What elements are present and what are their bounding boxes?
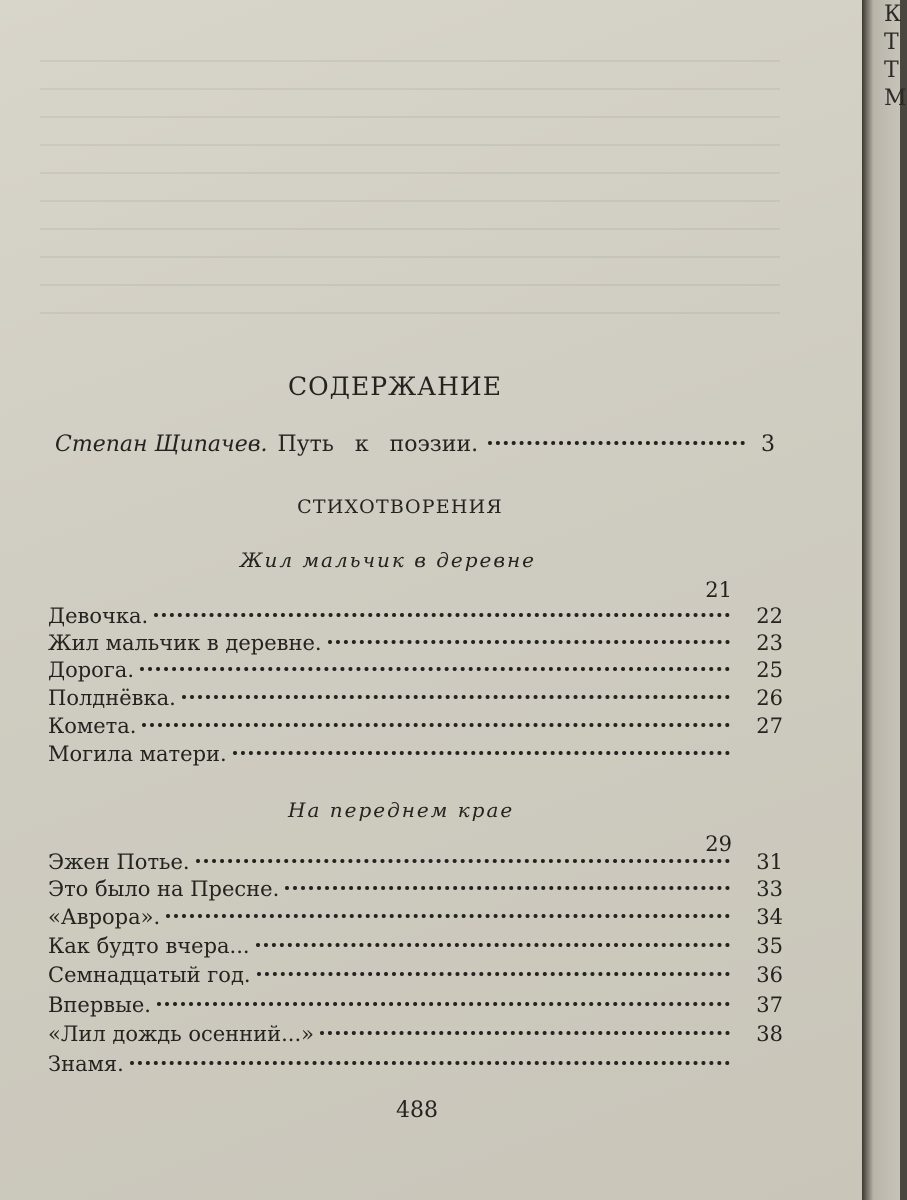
- show-through-text: [40, 40, 780, 340]
- entry-page: 22: [756, 604, 783, 628]
- toc-entry: [48, 850, 783, 880]
- dot-leader: [285, 886, 730, 890]
- entry-title: «Аврора».: [48, 905, 161, 929]
- entry-page: 26: [756, 686, 783, 710]
- entry-title: Впервые.: [48, 993, 151, 1017]
- entry-title: Семнадцатый год.: [48, 963, 251, 987]
- toc-entry: [48, 631, 783, 661]
- entry-title: Знамя.: [48, 1052, 124, 1076]
- edge-letter: Т: [884, 30, 899, 55]
- toc-entry: [48, 877, 783, 907]
- entry-page: 33: [756, 877, 783, 901]
- dot-leader: [142, 723, 730, 727]
- toc-entry: [48, 993, 783, 1023]
- entry-title: Полднёвка.: [48, 686, 176, 710]
- adjacent-page-edge: [862, 0, 907, 1200]
- dot-leader: [140, 667, 730, 671]
- entry-page: 36: [756, 963, 783, 987]
- dot-leader: [233, 751, 730, 755]
- dot-leader: [154, 613, 730, 617]
- entry-page: 34: [756, 905, 783, 929]
- dot-leader: [257, 972, 730, 976]
- entry-page: 35: [756, 934, 783, 958]
- edge-letter: К: [884, 2, 902, 27]
- entry-title: Это было на Пресне.: [48, 877, 280, 901]
- edge-letter: Т: [884, 58, 899, 83]
- toc-entry: [48, 714, 783, 744]
- toc-entry: [48, 963, 783, 993]
- entry-title: Жил мальчик в деревне.: [48, 631, 322, 655]
- entry-page: 27: [756, 714, 783, 738]
- contents-heading: СОДЕРЖАНИЕ: [288, 372, 502, 401]
- intro-author: Степан Щипачев.: [55, 432, 268, 457]
- entry-page: 25: [756, 658, 783, 682]
- toc-entry: [48, 604, 783, 634]
- page-number: 488: [396, 1098, 438, 1123]
- dot-leader: [196, 859, 730, 863]
- entry-page: 23: [756, 631, 783, 655]
- part1-title: Жил мальчик в деревне: [240, 548, 536, 572]
- entry-title: Комета.: [48, 714, 137, 738]
- part1-title-page: 21: [705, 578, 732, 602]
- toc-entry: [48, 1052, 783, 1082]
- toc-entry: [48, 1022, 783, 1052]
- entry-title: Как будто вчера...: [48, 934, 250, 958]
- entry-page: 37: [756, 993, 783, 1017]
- dot-leader: [488, 441, 745, 445]
- dot-leader: [328, 640, 730, 644]
- dot-leader: [130, 1061, 730, 1065]
- entry-title: Дорога.: [48, 658, 134, 682]
- entry-title: Могила матери.: [48, 742, 227, 766]
- entry-title: Эжен Потье.: [48, 850, 190, 874]
- entry-page: 38: [756, 1022, 783, 1046]
- toc-intro-row: [55, 432, 775, 457]
- edge-letter: М: [884, 86, 907, 111]
- entry-page: 31: [756, 850, 783, 874]
- section-heading: СТИХОТВОРЕНИЯ: [297, 496, 503, 518]
- part2-title: На переднем крае: [288, 798, 515, 822]
- dot-leader: [166, 914, 730, 918]
- toc-entry: [48, 934, 783, 964]
- toc-entry: [48, 742, 783, 772]
- intro-page: 3: [761, 432, 775, 457]
- dot-leader: [157, 1002, 730, 1006]
- dot-leader: [182, 695, 730, 699]
- dot-leader: [256, 943, 730, 947]
- toc-entry: [48, 686, 783, 716]
- entry-title: «Лил дождь осенний...»: [48, 1022, 315, 1046]
- toc-entry: [48, 905, 783, 935]
- toc-entry: [48, 658, 783, 688]
- dot-leader: [320, 1031, 730, 1035]
- intro-title: Путь к поэзии.: [277, 432, 479, 457]
- entry-title: Девочка.: [48, 604, 149, 628]
- part2-title-page: 29: [705, 832, 732, 856]
